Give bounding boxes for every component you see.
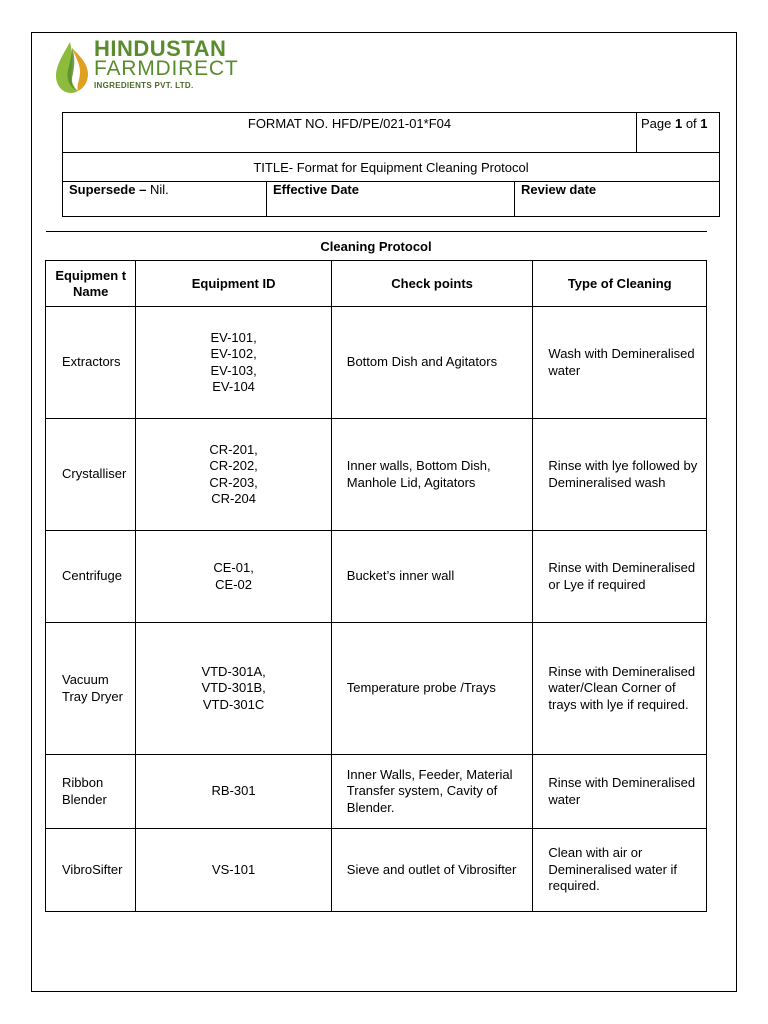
equipment-name: Vacuum Tray Dryer: [46, 623, 136, 755]
cleaning-type: Wash with Demineralised water: [533, 307, 707, 419]
equipment-id-line: EV-102,: [210, 346, 257, 361]
format-number-cell: [63, 113, 637, 153]
check-points: Inner walls, Bottom Dish, Manhole Lid, Agitators: [331, 419, 533, 531]
equipment-id-line: CE-01,: [213, 560, 254, 575]
equipment-id-line: VTD-301A,: [201, 663, 266, 679]
table-row: [46, 531, 707, 623]
equipment-id-line: CR-203,: [209, 474, 258, 490]
document-header-table: [62, 112, 720, 217]
column-header-type-of-cleaning: Type of Cleaning: [533, 261, 707, 307]
cleaning-type: Rinse with lye followed by Demineralised wash: [533, 419, 707, 531]
page-of-label: of: [682, 116, 701, 131]
company-logo: [50, 38, 246, 98]
cleaning-type: Rinse with Demineralised water: [533, 755, 707, 829]
check-points: Sieve and outlet of Vibrosifter: [331, 829, 533, 912]
page-total: 1: [700, 116, 708, 131]
check-points: Temperature probe /Trays: [331, 623, 533, 755]
supersede-label: Supersede –: [69, 182, 150, 197]
table-row: [46, 623, 707, 755]
equipment-name: Centrifuge: [46, 531, 136, 623]
review-date-cell: [515, 182, 720, 217]
effective-date-label: Effective Date: [273, 182, 359, 197]
format-number: FORMAT NO. HFD/PE/021-01*F04: [247, 116, 452, 131]
equipment-id-line: CR-204: [211, 491, 256, 506]
check-points: Inner Walls, Feeder, Material Transfer system, Cavity of Blender.: [331, 755, 533, 829]
cleaning-type: Clean with air or Demineralised water if required.: [533, 829, 707, 912]
column-header-equipment-id: Equipment ID: [136, 261, 331, 307]
cleaning-type: Rinse with Demineralised water/Clean Corner of trays with lye if required.: [533, 623, 707, 755]
supersede-value: Nil.: [149, 182, 169, 197]
leaf-drop-icon: [50, 38, 92, 96]
equipment-name: VibroSifter: [46, 829, 136, 912]
equipment-id-line: CR-202,: [209, 458, 258, 473]
table-row: [46, 829, 707, 912]
review-date-label: Review date: [521, 182, 597, 197]
equipment-id: [136, 623, 331, 755]
check-points: Bottom Dish and Agitators: [331, 307, 533, 419]
logo-text-line2: FARMDIRECT: [94, 57, 239, 80]
page-current: 1: [674, 116, 683, 131]
equipment-id: [136, 531, 331, 623]
table-row: [46, 419, 707, 531]
effective-date-cell: [267, 182, 515, 217]
supersede-cell: [63, 182, 267, 217]
equipment-id-line: RB-301: [211, 783, 256, 799]
table-row: [46, 307, 707, 419]
equipment-id-line: EV-103,: [210, 362, 257, 378]
equipment-id-line: EV-101,: [210, 329, 257, 345]
column-header-equipment-name: Equipmen t Name: [46, 261, 136, 307]
page-label: Page: [641, 116, 675, 131]
equipment-name: Extractors: [46, 307, 136, 419]
equipment-id: [136, 829, 331, 912]
check-points: Bucket’s inner wall: [331, 531, 533, 623]
equipment-name: Crystalliser: [46, 419, 136, 531]
column-header-check-points: Check points: [331, 261, 533, 307]
equipment-id: [136, 755, 331, 829]
equipment-name: Ribbon Blender: [46, 755, 136, 829]
table-row: [46, 755, 707, 829]
equipment-id-line: VTD-301B,: [201, 680, 266, 696]
logo-text-line1: HINDUSTAN: [94, 36, 227, 61]
cleaning-protocol-table: [45, 231, 707, 912]
equipment-id-line: VS-101: [211, 861, 256, 877]
equipment-id: [136, 307, 331, 419]
protocol-title: Cleaning Protocol: [46, 232, 707, 261]
equipment-id: [136, 419, 331, 531]
equipment-id-line: EV-104: [212, 379, 255, 394]
logo-text-line3: INGREDIENTS PVT. LTD.: [94, 81, 194, 90]
equipment-id-line: VTD-301C: [202, 696, 265, 712]
cleaning-type: Rinse with Demineralised or Lye if required: [533, 531, 707, 623]
page-number-cell: [637, 113, 720, 153]
title-cell: [63, 153, 720, 182]
equipment-id-line: CE-02: [215, 576, 253, 592]
equipment-id-line: CR-201,: [209, 441, 258, 457]
document-title: TITLE- Format for Equipment Cleaning Protocol: [253, 159, 529, 175]
